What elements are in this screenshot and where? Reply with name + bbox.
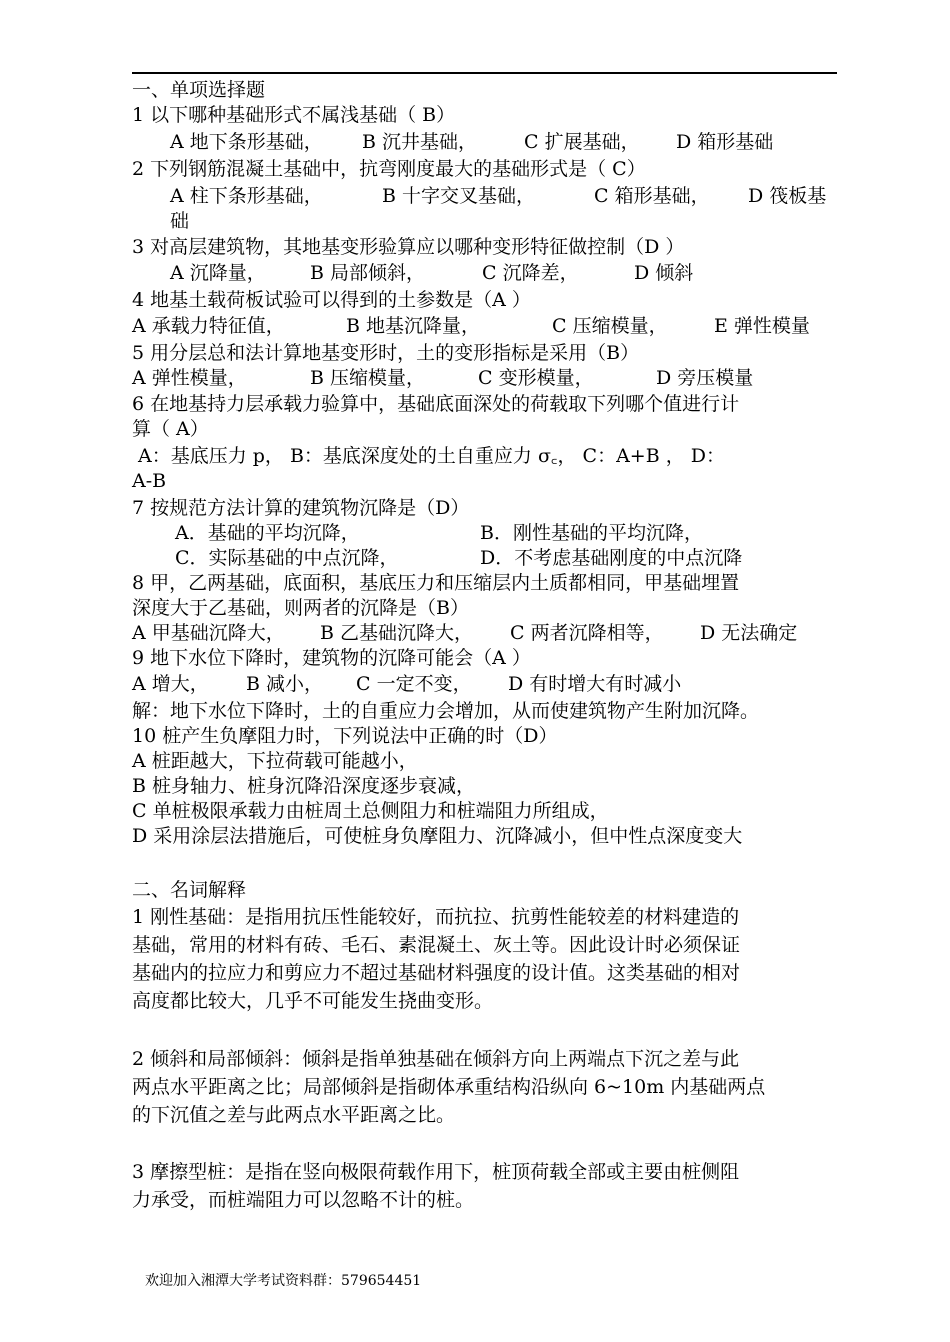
term-2-line-3: 的下沉值之差与此两点水平距离之比。	[132, 1104, 456, 1126]
term-2-line-2: 两点水平距离之比；局部倾斜是指砌体承重结构沿纵向 6~10m 内基础两点	[132, 1076, 766, 1098]
question-8-cont: 深度大于乙基础，则两者的沉降是（B）	[132, 597, 469, 619]
term-1-line-2: 基础，常用的材料有砖、毛石、素混凝土、灰土等。因此设计时必须保证	[132, 934, 741, 956]
q4-option-b: B 地基沉降量，	[346, 315, 481, 337]
q5-option-a: A 弹性模量，	[132, 367, 247, 389]
q5-option-d: D 旁压模量	[656, 367, 754, 389]
footer-note: 欢迎加入湘潭大学考试资料群：579654451	[145, 1273, 422, 1289]
question-8-options	[0, 621, 950, 645]
section1-title: 一、单项选择题	[132, 79, 266, 101]
q1-option-c: C 扩展基础，	[524, 131, 640, 153]
q8-option-a: A 甲基础沉降大，	[132, 622, 285, 644]
question-9: 9 地下水位下降时，建筑物的沉降可能会（A ）	[132, 647, 531, 669]
q2-option-b: B 十字交叉基础，	[382, 185, 536, 207]
q4-option-c: C 压缩模量，	[552, 315, 668, 337]
question-5-options	[0, 366, 950, 390]
q3-option-a: A 沉降量，	[170, 262, 266, 284]
question-2: 2 下列钢筋混凝土基础中，抗弯刚度最大的基础形式是（ C）	[132, 158, 646, 180]
q9-option-a: A 增大，	[132, 673, 209, 695]
question-4-options	[0, 314, 950, 338]
term-1-line-4: 高度都比较大，几乎不可能发生挠曲变形。	[132, 990, 494, 1012]
term-3-line-2: 力承受，而桩端阻力可以忽略不计的桩。	[132, 1189, 475, 1211]
q3-option-b: B 局部倾斜，	[310, 262, 426, 284]
q10-option-d: D 采用涂层法措施后，可使桩身负摩阻力、沉降减小，但中性点深度变大	[132, 825, 743, 847]
q7-option-d: D．不考虑基础刚度的中点沉降	[480, 547, 743, 569]
q4-option-e: E 弹性模量	[714, 315, 810, 337]
q3-option-c: C 沉降差，	[482, 262, 579, 284]
q3-option-d: D 倾斜	[634, 262, 694, 284]
q7-option-a: A．基础的平均沉降，	[175, 522, 360, 544]
q4-option-a: A 承载力特征值，	[132, 315, 285, 337]
question-1: 1 以下哪种基础形式不属浅基础（ B）	[132, 104, 456, 126]
q2-option-a: A 柱下条形基础，	[170, 185, 323, 207]
q8-option-b: B 乙基础沉降大，	[320, 622, 474, 644]
question-6-options-cont: A-B	[132, 470, 167, 492]
question-7-options-row1	[0, 521, 950, 545]
q9-option-d: D 有时增大有时减小	[508, 673, 682, 695]
question-6: 6 在地基持力层承载力验算中，基础底面深处的荷载取下列哪个值进行计	[132, 393, 740, 415]
q10-option-b: B 桩身轴力、桩身沉降沿深度逐步衰减，	[132, 775, 476, 797]
question-5: 5 用分层总和法计算地基变形时，土的变形指标是采用（B）	[132, 342, 640, 364]
section2-title: 二、名词解释	[132, 879, 247, 901]
term-1-line-3: 基础内的拉应力和剪应力不超过基础材料强度的设计值。这类基础的相对	[132, 962, 741, 984]
q1-option-d: D 箱形基础	[676, 131, 774, 153]
q1-option-b: B 沉井基础，	[362, 131, 478, 153]
question-8: 8 甲，乙两基础，底面积，基底压力和压缩层内土质都相同，甲基础埋置	[132, 572, 740, 594]
question-3-options	[0, 261, 950, 285]
q9-option-c: C 一定不变，	[356, 673, 472, 695]
q5-option-c: C 变形模量，	[478, 367, 594, 389]
question-4: 4 地基土载荷板试验可以得到的土参数是（A ）	[132, 289, 531, 311]
question-1-options	[0, 130, 950, 154]
question-7-options-row2	[0, 546, 950, 570]
term-3-line-1: 3 摩擦型桩：是指在竖向极限荷载作用下，桩顶荷载全部或主要由桩侧阻	[132, 1161, 740, 1183]
question-6-cont: 算（ A）	[132, 418, 209, 440]
q2-option-c: C 箱形基础，	[594, 185, 710, 207]
q8-option-c: C 两者沉降相等，	[510, 622, 664, 644]
q1-option-a: A 地下条形基础，	[170, 131, 323, 153]
question-9-explanation: 解：地下水位下降时，土的自重应力会增加，从而使建筑物产生附加沉降。	[132, 700, 760, 722]
q2-option-d-cont: 础	[170, 210, 190, 232]
question-10: 10 桩产生负摩阻力时，下列说法中正确的时（D）	[132, 725, 558, 747]
question-9-options	[0, 672, 950, 696]
q10-option-a: A 桩距越大，下拉荷载可能越小，	[132, 750, 418, 772]
question-3: 3 对高层建筑物，其地基变形验算应以哪种变形特征做控制（D ）	[132, 236, 685, 258]
q8-option-d: D 无法确定	[700, 622, 798, 644]
q10-option-c: C 单桩极限承载力由桩周土总侧阻力和桩端阻力所组成，	[132, 800, 609, 822]
question-6-options: A：基底压力 p， B：基底深度处的土自重应力 σ꜀， C：A+B ， D：	[138, 445, 726, 467]
q2-option-d: D 筏板基	[748, 185, 827, 207]
term-2-line-1: 2 倾斜和局部倾斜：倾斜是指单独基础在倾斜方向上两端点下沉之差与此	[132, 1048, 740, 1070]
q5-option-b: B 压缩模量，	[310, 367, 426, 389]
q9-option-b: B 减小，	[246, 673, 324, 695]
question-2-options	[0, 184, 950, 208]
header-rule	[132, 72, 837, 74]
q7-option-c: C．实际基础的中点沉降，	[175, 547, 399, 569]
term-1-line-1: 1 刚性基础：是指用抗压性能较好，而抗拉、抗剪性能较差的材料建造的	[132, 906, 740, 928]
question-7: 7 按规范方法计算的建筑物沉降是（D）	[132, 497, 470, 519]
q7-option-b: B．刚性基础的平均沉降，	[480, 522, 703, 544]
